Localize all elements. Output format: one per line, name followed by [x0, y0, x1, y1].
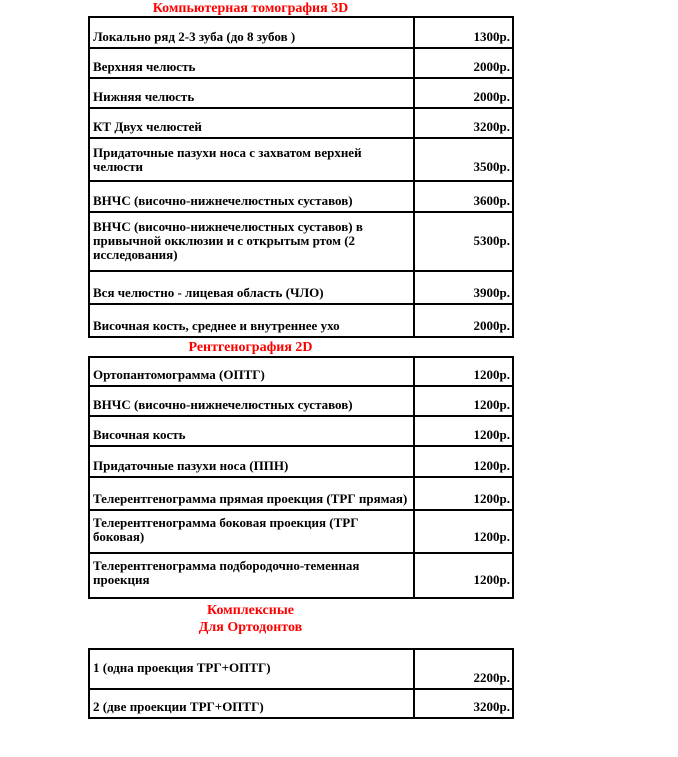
price-cell: 1200р. — [414, 416, 513, 446]
price-cell: 3200р. — [414, 689, 513, 718]
service-name-cell: Телерентгенограмма боковая проекция (ТРГ боковая) — [89, 510, 414, 553]
service-name-cell: ВНЧС (височно-нижнечелюстных суставов) — [89, 181, 414, 212]
section-heading-orthodontists: Для Ортодонтов — [198, 620, 303, 635]
price-table-ct3d — [88, 16, 514, 338]
price-cell: 2000р. — [414, 78, 513, 108]
table-row — [89, 689, 513, 718]
service-name-cell: 1 (одна проекция ТРГ+ОПТГ) — [89, 649, 414, 689]
service-name-cell: Придаточные пазухи носа (ППН) — [89, 446, 414, 477]
price-cell: 1300р. — [414, 17, 513, 48]
service-name-cell: ВНЧС (височно-нижнечелюстных суставов) в привычной окклюзии и с открытым ртом (2 исследования) — [89, 212, 414, 271]
service-name-cell: Вся челюстно - лицевая область (ЧЛО) — [89, 271, 414, 304]
service-name-cell: Придаточные пазухи носа с захватом верхней челюсти — [89, 138, 414, 181]
price-table-complex — [88, 648, 514, 719]
price-cell: 1200р. — [414, 477, 513, 510]
table-row — [89, 416, 513, 446]
price-cell: 1200р. — [414, 357, 513, 386]
table-row — [89, 212, 513, 271]
table-row — [89, 138, 513, 181]
section-heading-complex: Комплексные — [206, 603, 294, 618]
service-name-cell: Нижняя челюсть — [89, 78, 414, 108]
price-table-xray2d — [88, 356, 514, 599]
table-row — [89, 649, 513, 689]
price-cell: 1200р. — [414, 553, 513, 598]
section-heading-ct3d: Компьютерная томография 3D — [152, 1, 349, 16]
table-row — [89, 446, 513, 477]
service-name-cell: ВНЧС (височно-нижнечелюстных суставов) — [89, 386, 414, 416]
price-cell: 1200р. — [414, 386, 513, 416]
service-name-cell: Телерентгенограмма подбородочно-теменная проекция — [89, 553, 414, 598]
table-row — [89, 78, 513, 108]
table-row — [89, 553, 513, 598]
price-cell: 1200р. — [414, 446, 513, 477]
service-name-cell: Височная кость, среднее и внутреннее ухо — [89, 304, 414, 337]
price-cell: 3900р. — [414, 271, 513, 304]
spacer — [88, 635, 512, 648]
service-name-cell: Локально ряд 2-3 зуба (до 8 зубов ) — [89, 17, 414, 48]
page-content — [88, 0, 512, 719]
price-cell: 2000р. — [414, 304, 513, 337]
table-row — [89, 357, 513, 386]
service-name-cell: КТ Двух челюстей — [89, 108, 414, 138]
price-cell: 3600р. — [414, 181, 513, 212]
table-row — [89, 108, 513, 138]
table-row — [89, 386, 513, 416]
price-cell: 2000р. — [414, 48, 513, 78]
service-name-cell: Височная кость — [89, 416, 414, 446]
service-name-cell: Телерентгенограмма прямая проекция (ТРГ прямая) — [89, 477, 414, 510]
table-row — [89, 510, 513, 553]
price-cell: 5300р. — [414, 212, 513, 271]
table-row — [89, 477, 513, 510]
table-row — [89, 48, 513, 78]
service-name-cell: Ортопантомограмма (ОПТГ) — [89, 357, 414, 386]
service-name-cell: Верхняя челюсть — [89, 48, 414, 78]
table-row — [89, 181, 513, 212]
service-name-cell: 2 (две проекции ТРГ+ОПТГ) — [89, 689, 414, 718]
price-cell: 1200р. — [414, 510, 513, 553]
price-cell: 3200р. — [414, 108, 513, 138]
table-row — [89, 304, 513, 337]
table-row — [89, 17, 513, 48]
table-row — [89, 271, 513, 304]
price-cell: 3500р. — [414, 138, 513, 181]
price-cell: 2200р. — [414, 649, 513, 689]
section-heading-xray2d: Рентгенография 2D — [188, 340, 313, 355]
